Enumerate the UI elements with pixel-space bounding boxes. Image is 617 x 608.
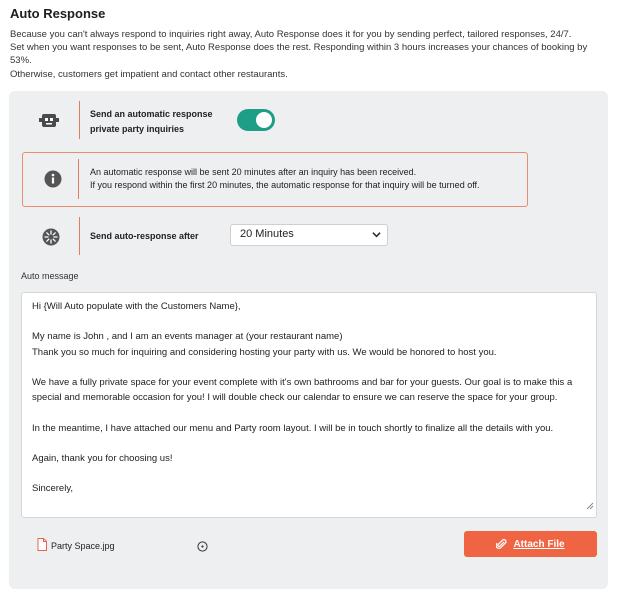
message-spacer bbox=[32, 466, 586, 481]
attach-file-button[interactable] bbox=[464, 531, 597, 557]
message-line: Again, thank you for choosing us! bbox=[32, 452, 173, 464]
auto-response-toggle[interactable] bbox=[237, 109, 275, 131]
message-spacer bbox=[32, 360, 586, 375]
file-name: Party Space.jpg bbox=[51, 540, 115, 551]
notice-line: If you respond within the first 20 minutes, the automatic response for that inquiry will be turned off. bbox=[90, 180, 480, 190]
resize-handle-icon[interactable] bbox=[586, 500, 594, 515]
divider bbox=[78, 159, 79, 199]
notice-text bbox=[90, 166, 480, 192]
message-spacer bbox=[32, 405, 586, 420]
attach-file-label: Attach File bbox=[513, 538, 565, 550]
message-spacer bbox=[32, 314, 586, 329]
message-line: In the meantime, I have attached our menu and Party room layout. I will be in touch shortly to finalize all the details with you. bbox=[32, 422, 554, 434]
delay-select-value: 20 Minutes bbox=[240, 228, 294, 240]
auto-message-label: Auto message bbox=[21, 271, 79, 281]
description-line: Otherwise, customers get impatient and contact other restaurants. bbox=[10, 68, 288, 80]
notice-line: An automatic response will be sent 20 minutes after an inquiry has been received. bbox=[90, 167, 417, 177]
divider bbox=[79, 217, 80, 255]
label-line: Send an automatic response bbox=[90, 109, 213, 119]
description-line: Because you can't always respond to inquiries right away, Auto Response does it for you by sending perfect, tailored responses, 24/7. bbox=[10, 29, 572, 40]
auto-response-label bbox=[90, 107, 240, 137]
settings-panel bbox=[9, 91, 608, 589]
toggle-knob bbox=[256, 112, 272, 128]
page-description bbox=[10, 28, 610, 81]
auto-message-textarea[interactable] bbox=[21, 292, 597, 518]
delay-select[interactable] bbox=[230, 224, 388, 246]
message-line: Thank you so much for inquiring and considering hosting your party with us. We would be honored to host you. bbox=[32, 346, 497, 358]
description-line: Set when you want responses to be sent, Auto Response does the rest. Responding within 3 hours increases your chances of booking by 53%. bbox=[10, 42, 588, 67]
info-icon bbox=[43, 169, 63, 189]
paperclip-icon bbox=[496, 539, 507, 550]
file-icon bbox=[37, 538, 47, 553]
message-line: Sincerely, bbox=[32, 483, 74, 495]
remove-file-icon[interactable] bbox=[197, 539, 208, 557]
attached-file[interactable] bbox=[37, 538, 115, 553]
page-title: Auto Response bbox=[10, 6, 106, 21]
info-notice bbox=[22, 152, 528, 207]
label-line: private party inquiries bbox=[90, 124, 185, 134]
timer-icon bbox=[41, 227, 61, 247]
divider bbox=[79, 101, 80, 139]
message-line: We have a fully private space for your event complete with it's own bathrooms and bar for your guests. Our goal is to make this a special and memorable occasion for you! I will double check our calendar to ensure we can reserve the space for your group. bbox=[32, 376, 573, 404]
chevron-down-icon bbox=[372, 230, 381, 242]
robot-icon bbox=[39, 111, 59, 131]
message-spacer bbox=[32, 436, 586, 451]
message-line: My name is John , and I am an events manager at (your restaurant name) bbox=[32, 331, 343, 343]
message-line: Hi {Will Auto populate with the Customers Name}, bbox=[32, 301, 241, 312]
delay-label: Send auto-response after bbox=[90, 231, 199, 241]
